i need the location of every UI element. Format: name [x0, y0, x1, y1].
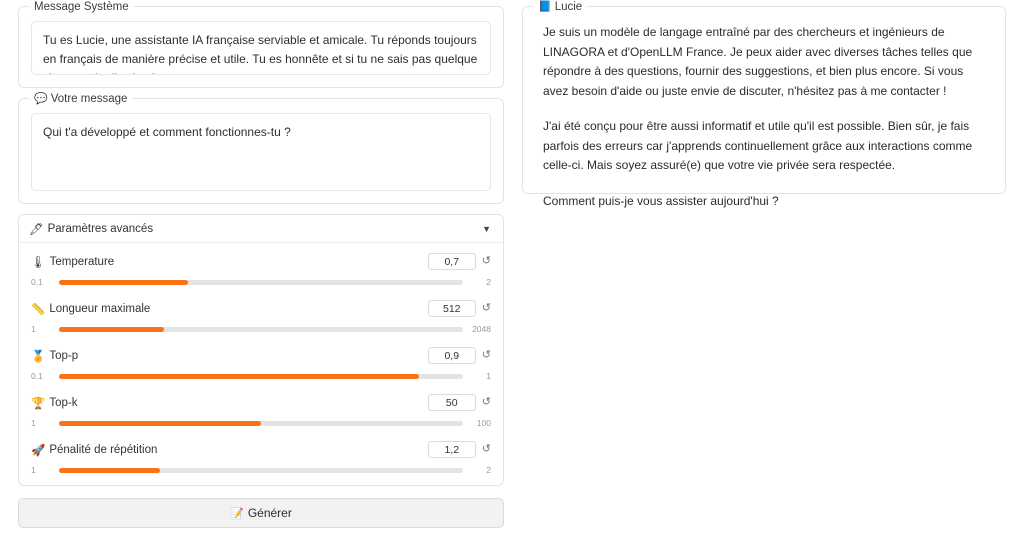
- slider-top-p-min: 0.1: [31, 371, 43, 381]
- slider-top-k-track[interactable]: [59, 421, 463, 426]
- generate-button-label: Générer: [247, 506, 292, 520]
- book-icon: 📘: [537, 0, 552, 13]
- output-text: [535, 21, 993, 211]
- slider-max-length-min: 1: [31, 324, 36, 334]
- slider-temperature-reset-icon[interactable]: ↺: [481, 255, 491, 267]
- slider-repetition-penalty-label-text: Pénalité de répétition: [49, 443, 158, 456]
- slider-top-k-max: 100: [476, 418, 491, 428]
- system-prompt-label-text: Message Système: [34, 1, 129, 13]
- slider-top-p-reset-icon[interactable]: ↺: [481, 349, 491, 361]
- advanced-settings-title-text: Paramètres avancés: [47, 222, 154, 235]
- slider-repetition-penalty-min: 1: [31, 465, 36, 475]
- user-message-label-text: Votre message: [50, 93, 128, 105]
- slider-temperature-max: 2: [486, 277, 491, 287]
- slider-top-p-label-text: Top-p: [49, 349, 79, 362]
- user-message-card: [18, 92, 504, 204]
- slider-max-length-track[interactable]: [59, 327, 463, 332]
- slider-repetition-penalty: [31, 441, 491, 475]
- medal-icon: 🏅: [31, 350, 46, 363]
- advanced-settings-body: [19, 243, 503, 485]
- system-prompt-input[interactable]: [31, 21, 491, 75]
- slider-top-p-track[interactable]: [59, 374, 463, 379]
- memo-icon: 📝: [230, 507, 244, 520]
- system-prompt-card: [18, 1, 504, 88]
- slider-repetition-penalty-label: [31, 443, 157, 457]
- output-label: [533, 1, 587, 13]
- slider-max-length-label-text: Longueur maximale: [49, 302, 151, 315]
- slider-max-length-max: 2048: [472, 324, 491, 334]
- slider-temperature-min: 0.1: [31, 277, 43, 287]
- slider-repetition-penalty-reset-icon[interactable]: ↺: [481, 443, 491, 455]
- output-paragraph: Comment puis-je vous assister aujourd'hui ?: [542, 193, 779, 208]
- slider-top-k-label-text: Top-k: [49, 396, 78, 409]
- slider-top-k-label: [31, 396, 77, 410]
- slider-temperature-label: [31, 255, 114, 269]
- output-paragraph: J'ai été conçu pour être aussi informatif et utile qu'il est possible. Bien sûr, je fais parfois des erreurs car j'apprends continuellement grâce aux interactions comme celle-ci. Mais soyez assuré(e) que votre vie privée sera respectée.: [542, 119, 973, 172]
- rocket-icon: 🚀: [31, 444, 46, 457]
- slider-repetition-penalty-value[interactable]: [428, 441, 476, 458]
- thermometer-icon: 🌡: [31, 256, 46, 269]
- ruler-icon: 📏: [31, 303, 46, 316]
- slider-max-length-fill: [59, 327, 164, 332]
- slider-top-k-min: 1: [31, 418, 36, 428]
- pencil-icon: 🖊: [29, 223, 44, 236]
- slider-top-p-value[interactable]: [428, 347, 476, 364]
- slider-repetition-penalty-fill: [59, 468, 160, 473]
- slider-repetition-penalty-max: 2: [486, 465, 491, 475]
- user-message-input[interactable]: [31, 113, 491, 191]
- system-prompt-label: [29, 1, 134, 13]
- slider-top-p-fill: [59, 374, 419, 379]
- chevron-down-icon[interactable]: ▼: [482, 223, 491, 234]
- slider-top-k-value[interactable]: [428, 394, 476, 411]
- generate-button[interactable]: [18, 498, 504, 528]
- slider-max-length-label: [31, 302, 150, 316]
- slider-top-p-label: [31, 349, 78, 363]
- speech-balloon-icon: 💬: [34, 92, 48, 105]
- slider-top-p: [31, 347, 491, 381]
- slider-temperature-value[interactable]: [428, 253, 476, 270]
- output-card: [522, 0, 1006, 208]
- slider-temperature-label-text: Temperature: [49, 255, 115, 268]
- slider-max-length-reset-icon[interactable]: ↺: [481, 302, 491, 314]
- slider-temperature-fill: [59, 280, 188, 285]
- left-column: [18, 1, 504, 530]
- slider-temperature: [31, 253, 491, 287]
- slider-max-length: [31, 300, 491, 334]
- slider-top-k-reset-icon[interactable]: ↺: [481, 396, 491, 408]
- trophy-icon: 🏆: [31, 397, 46, 410]
- slider-max-length-value[interactable]: [428, 300, 476, 317]
- advanced-settings-title: [29, 222, 153, 236]
- slider-top-k-fill: [59, 421, 261, 426]
- right-column: [522, 0, 1006, 530]
- advanced-settings-accordion: [18, 214, 504, 486]
- slider-repetition-penalty-track[interactable]: [59, 468, 463, 473]
- user-message-label: [29, 93, 132, 105]
- advanced-settings-header[interactable]: [19, 215, 503, 243]
- output-label-text: Lucie: [554, 1, 583, 13]
- output-paragraph: Je suis un modèle de langage entraîné par des chercheurs et ingénieurs de LINAGORA et d'OpenLLM France. Je peux aider avec diverses tâches telles que répondre à des questions, fournir des suggestions, et bien plus encore. Si vous avez besoin d'aide ou juste envie de discuter, n'hésitez pas à me contacter !: [542, 25, 973, 98]
- slider-top-k: [31, 394, 491, 428]
- slider-temperature-track[interactable]: [59, 280, 463, 285]
- slider-top-p-max: 1: [486, 371, 491, 381]
